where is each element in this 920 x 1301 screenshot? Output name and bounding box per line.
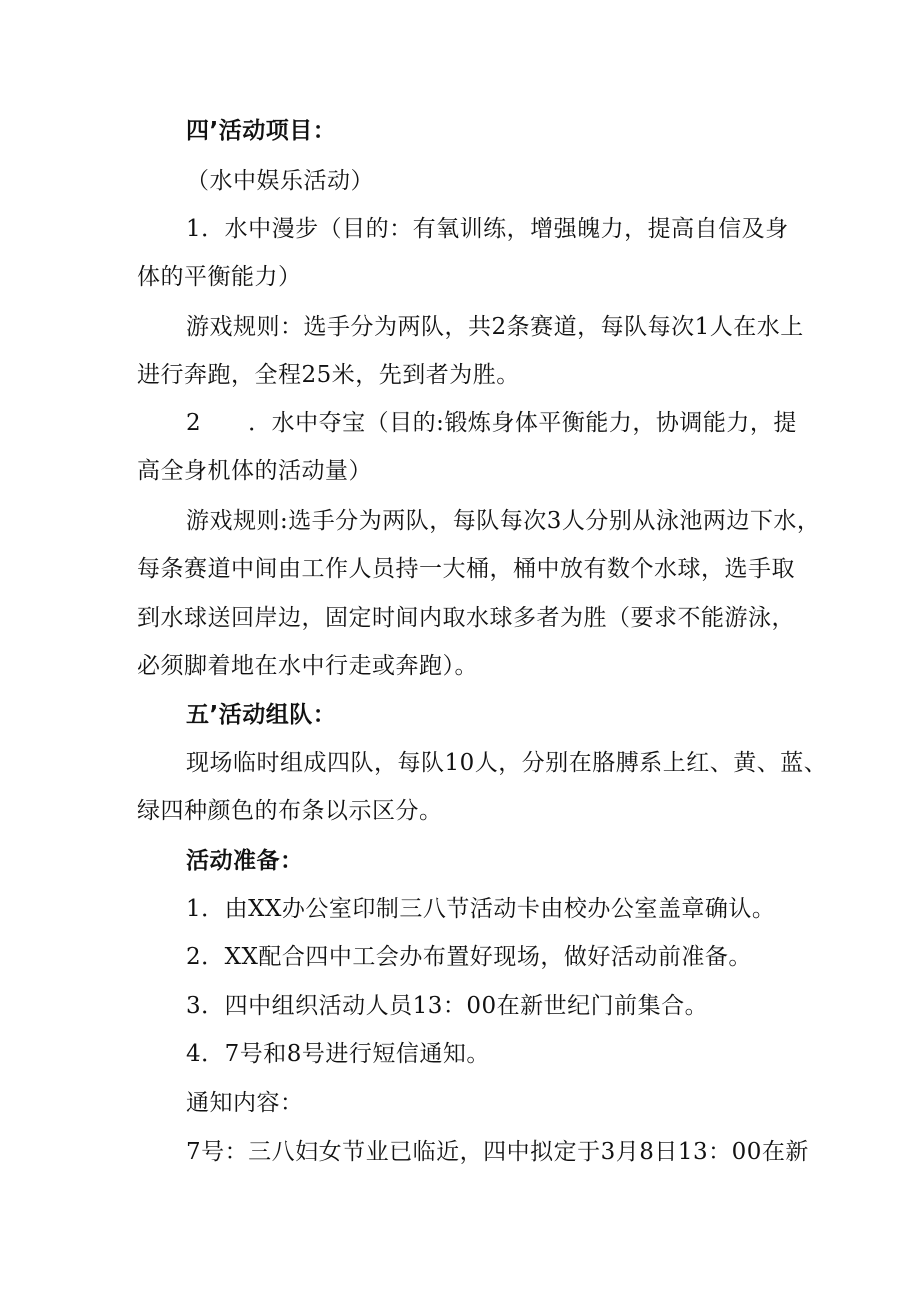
section-heading-preparation: 活动准备：	[186, 848, 304, 874]
list-item: 2．XX配合四中工会办布置好现场，做好活动前准备。	[186, 944, 752, 970]
paragraph-line: 必须脚着地在水中行走或奔跑）。	[137, 653, 478, 679]
paragraph-line: 绿四种颜色的布条以示区分。	[137, 798, 443, 824]
paragraph-line: 游戏规则:选手分为两队，每队每次3人分别从泳池两边下水，	[186, 508, 821, 534]
section-heading-activities: 四’活动项目：	[186, 118, 337, 144]
paragraph-line: 进行奔跑，全程25米，先到者为胜。	[137, 362, 520, 388]
list-item: 3．四中组织活动人员13：00在新世纪门前集合。	[186, 993, 709, 1019]
paragraph-line: 7号：三八妇女节业已临近，四中拟定于3月8日13：00在新	[186, 1139, 809, 1165]
paragraph-line: 每条赛道中间由工作人员持一大桶，桶中放有数个水球，选手取	[137, 556, 795, 582]
subheading-notice-content: 通知内容：	[186, 1090, 304, 1116]
paragraph-line: 现场临时组成四队，每队10人，分别在胳膊系上红、黄、蓝、	[186, 750, 828, 776]
paragraph-line: 游戏规则：选手分为两队，共2条赛道，每队每次1人在水上	[186, 314, 804, 340]
subheading-water-games: （水中娱乐活动）	[186, 168, 374, 194]
section-heading-teams: 五’活动组队：	[186, 702, 337, 728]
paragraph-line: 2 ．水中夺宝（目的:锻炼身体平衡能力，协调能力，提	[186, 410, 797, 436]
list-item: 4．7号和8号进行短信通知。	[186, 1041, 490, 1067]
paragraph-line: 体的平衡能力）	[137, 264, 302, 290]
paragraph-line: 到水球送回岸边，固定时间内取水球多者为胜（要求不能游泳，	[137, 605, 795, 631]
paragraph-line: 1．水中漫步（目的：有氧训练，增强魄力，提高自信及身	[186, 216, 789, 242]
paragraph-line: 高全身机体的活动量）	[137, 458, 372, 484]
list-item: 1．由XX办公室印制三八节活动卡由校办公室盖章确认。	[186, 896, 776, 922]
